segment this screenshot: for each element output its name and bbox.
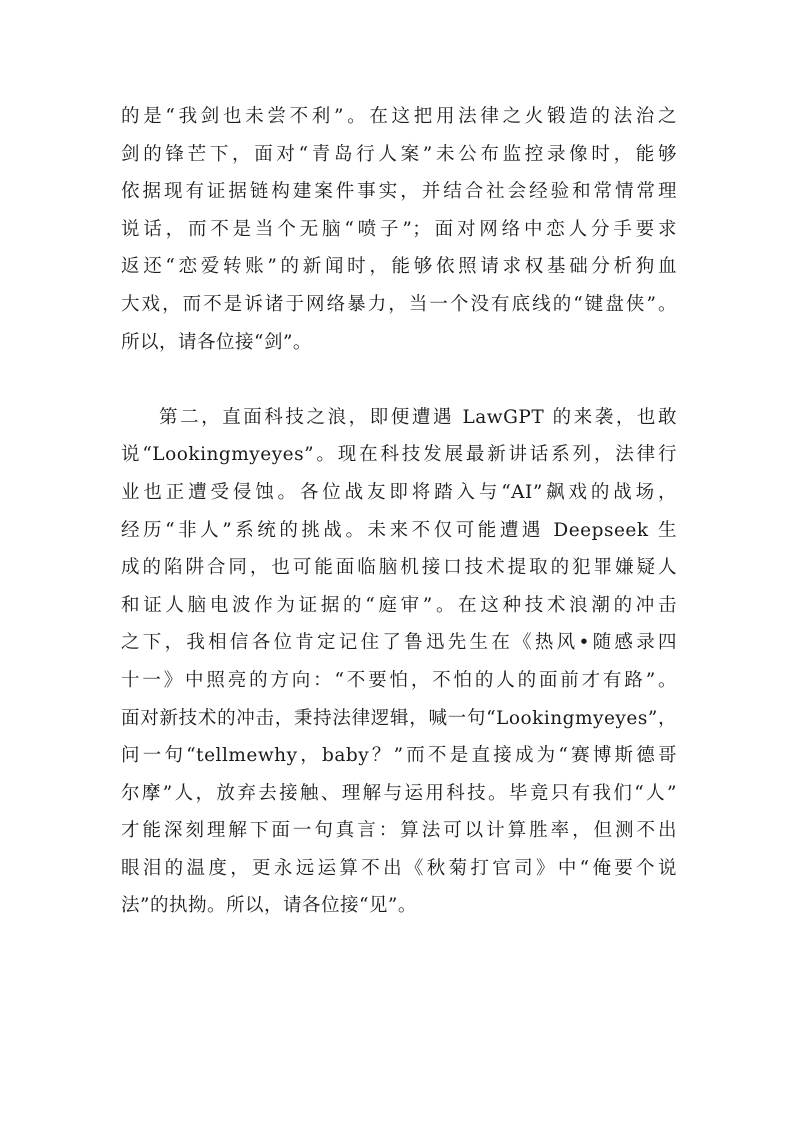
text-line: 业也正遭受侵蚀。各位战友即将踏入与“AI”飙戏的战场，	[121, 481, 677, 503]
text-line: 和证人脑电波作为证据的“庭审”。在这种技术浪潮的冲击	[121, 594, 677, 616]
text-line: 尔摩”人，放弃去接触、理解与运用科技。毕竟只有我们“人”	[121, 782, 677, 804]
text-line: 第二，直面科技之浪，即便遭遇 LawGPT 的来袭，也敢	[159, 406, 677, 428]
text-line: 才能深刻理解下面一句真言：算法可以计算胜率，但测不出	[121, 820, 677, 842]
text-line: 大戏，而不是诉诸于网络暴力，当一个没有底线的“键盘侠”。	[121, 293, 677, 315]
document-body	[121, 98, 677, 925]
text-line: 十一》中照亮的方向：“不要怕，不怕的人的面前才有路”。	[121, 669, 677, 691]
text-line: 说话，而不是当个无脑“喷子”；面对网络中恋人分手要求	[121, 218, 677, 240]
text-line: 问一句“tellmewhy，baby？”而不是直接成为“赛博斯德哥	[121, 745, 677, 767]
text-line: 之下，我相信各位肯定记住了鲁迅先生在《热风•随感录四	[121, 632, 677, 654]
text-line: 剑的锋芒下，面对“青岛行人案”未公布监控录像时，能够	[121, 143, 677, 165]
text-line: 所以，请各位接“剑”。	[121, 331, 312, 353]
text-line: 说“Lookingmyeyes”。现在科技发展最新讲话系列，法律行	[121, 444, 677, 466]
text-line: 的是“我剑也未尝不利”。在这把用法律之火锻造的法治之	[121, 106, 677, 127]
text-line: 返还“恋爱转账”的新闻时，能够依照请求权基础分析狗血	[121, 256, 677, 278]
paragraph-1	[121, 98, 677, 361]
text-line: 眼泪的温度，更永远运算不出《秋菊打官司》中“俺要个说	[121, 857, 677, 879]
text-line: 法”的执拗。所以，请各位接“见”。	[121, 895, 417, 917]
paragraph-spacer	[121, 361, 677, 399]
text-line: 依据现有证据链构建案件事实，并结合社会经验和常情常理	[121, 181, 677, 203]
text-line: 经历“非人”系统的挑战。未来不仅可能遭遇 Deepseek 生	[121, 519, 677, 541]
paragraph-2	[121, 399, 677, 925]
text-line: 成的陷阱合同，也可能面临脑机接口技术提取的犯罪嫌疑人	[121, 557, 677, 579]
text-line: 面对新技术的冲击，秉持法律逻辑，喊一句“Lookingmyeyes”，	[121, 707, 677, 729]
